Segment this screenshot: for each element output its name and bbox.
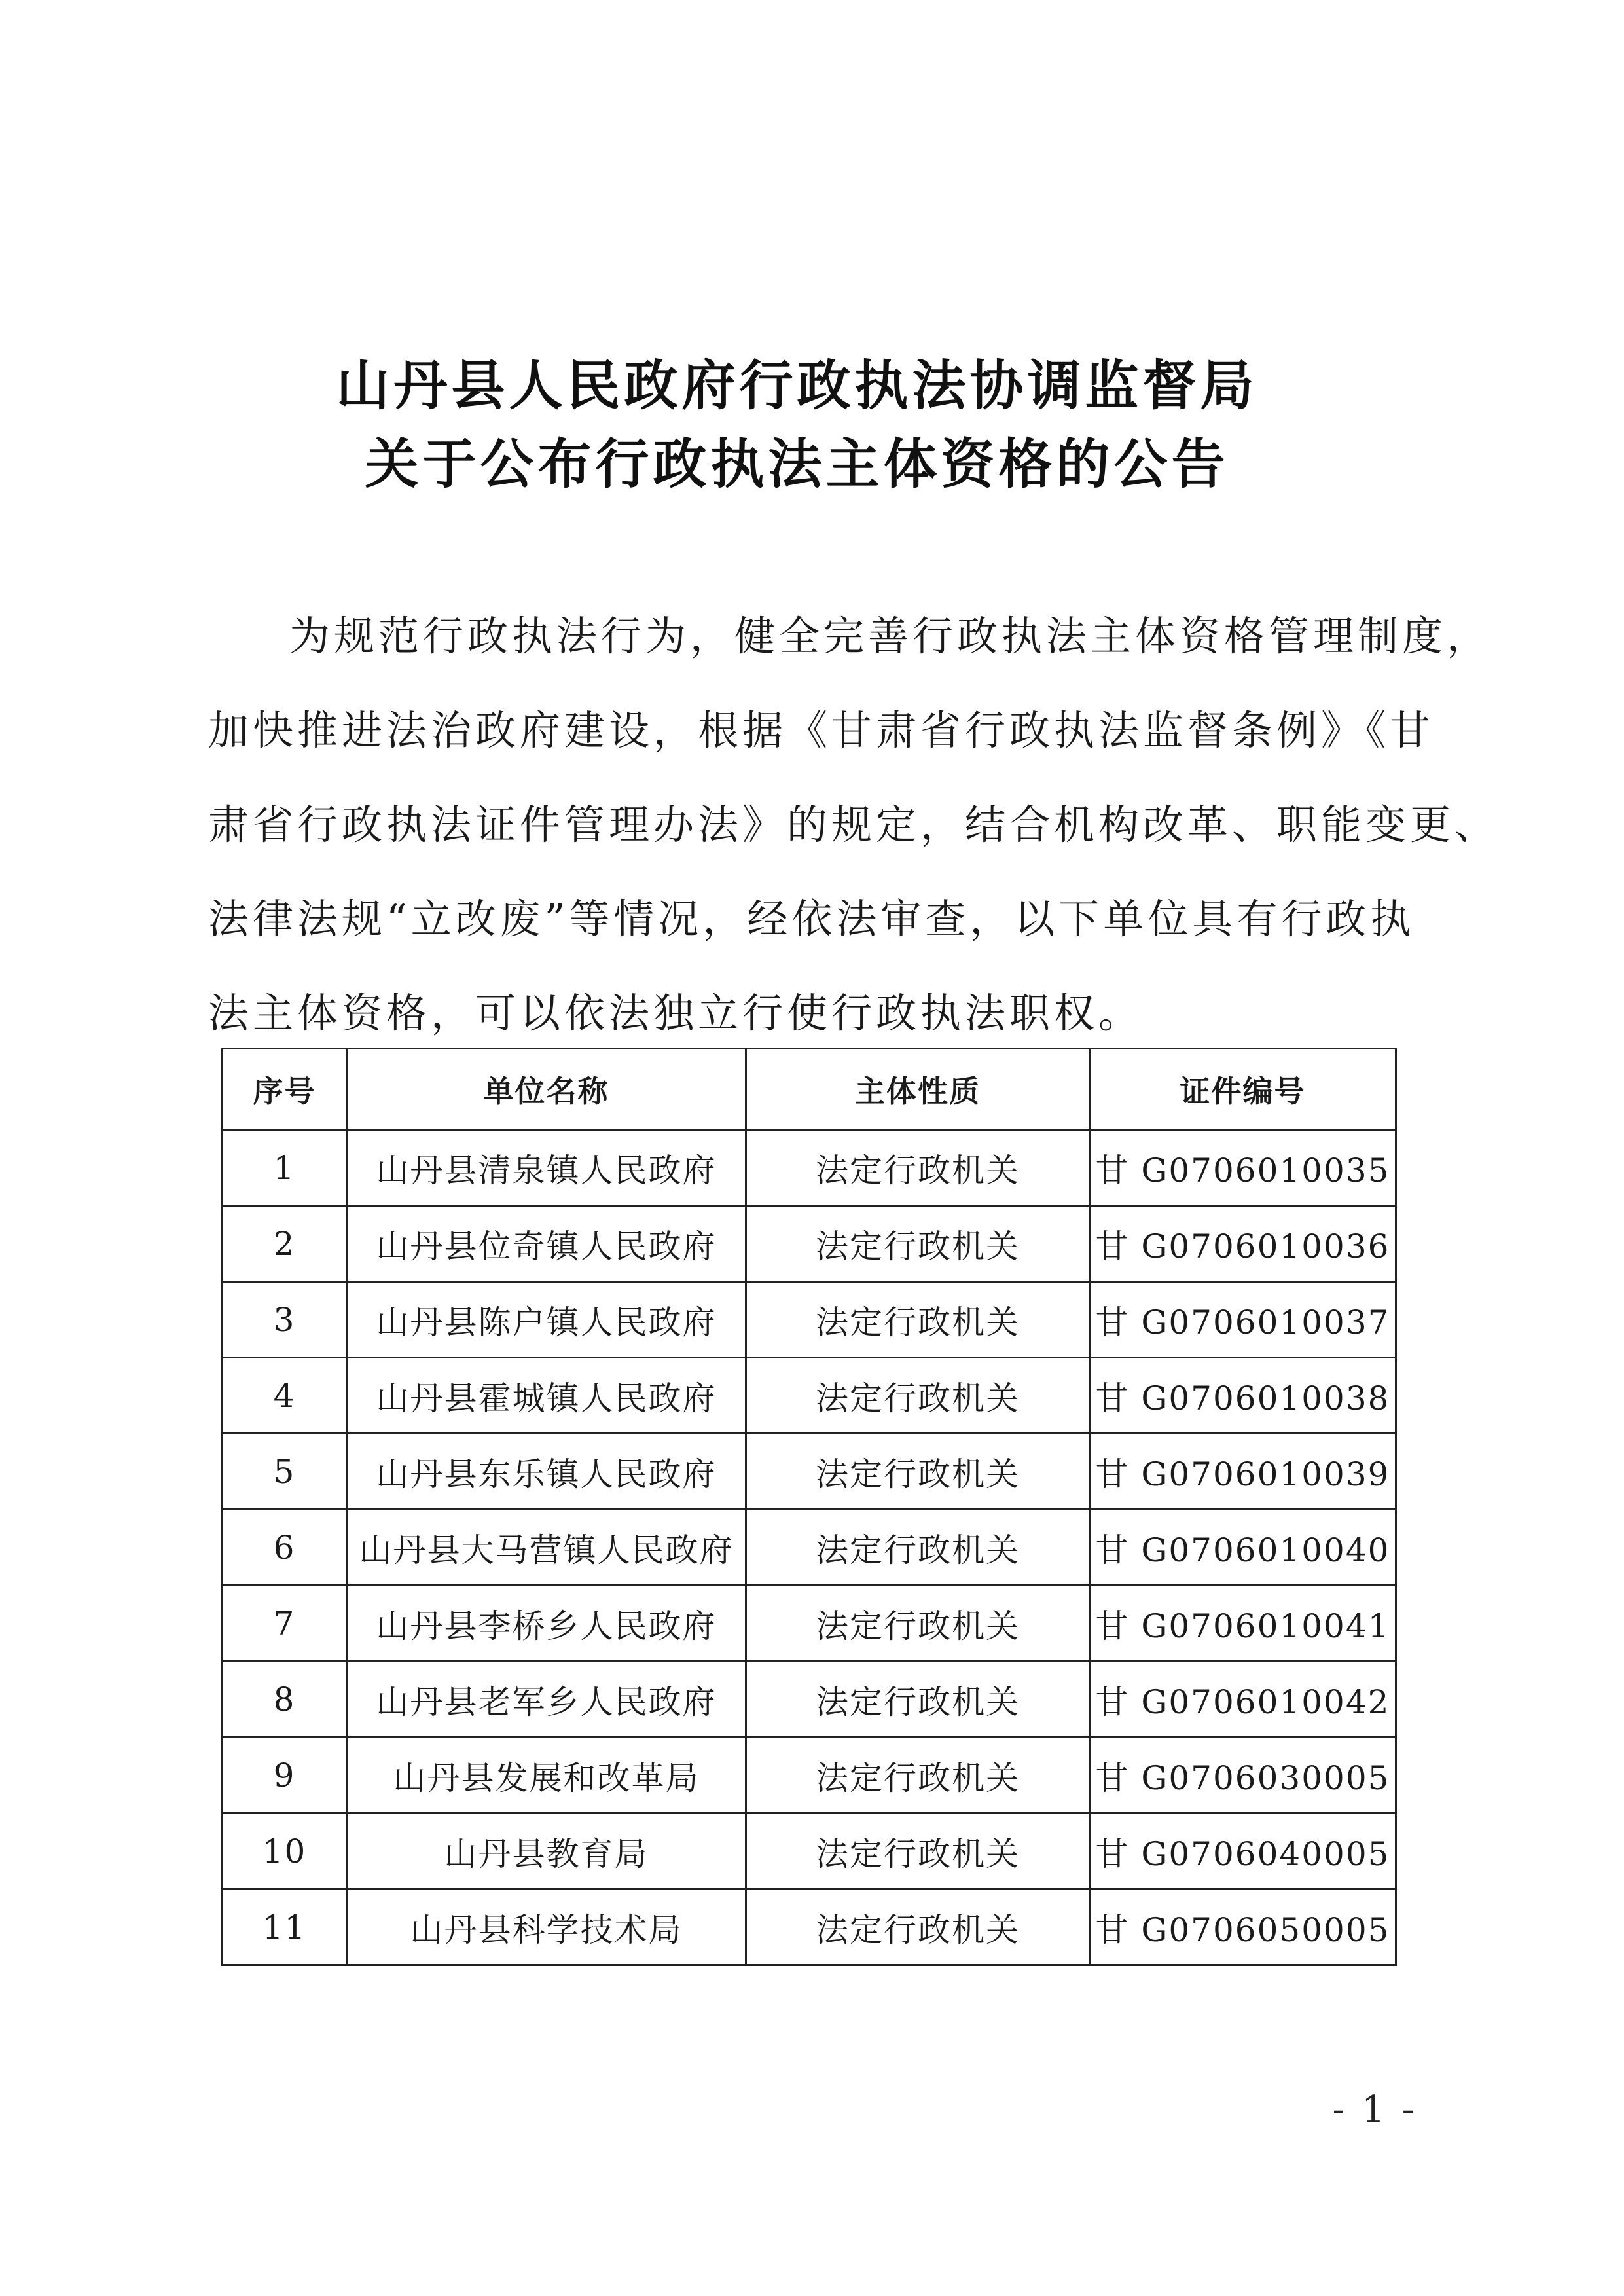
cell-entity-nature: 法定行政机关 (746, 1889, 1090, 1965)
header-certificate-number: 证件编号 (1090, 1049, 1396, 1130)
cell-entity-nature: 法定行政机关 (746, 1813, 1090, 1889)
cell-certificate-number: 甘 G0706010038 (1090, 1358, 1396, 1434)
cell-certificate-number: 甘 G0706010040 (1090, 1510, 1396, 1586)
paragraph-line: 为规范行政执法行为，健全完善行政执法主体资格管理制度， (289, 612, 1492, 660)
cell-serial: 3 (223, 1282, 347, 1358)
table-row (223, 1738, 1396, 1813)
enforcement-entity-table (221, 1048, 1397, 1966)
header-serial-number: 序号 (223, 1049, 347, 1130)
table-row (223, 1282, 1396, 1358)
cell-unit-name: 山丹县科学技术局 (347, 1889, 746, 1965)
cell-unit-name: 山丹县大马营镇人民政府 (347, 1510, 746, 1586)
cell-entity-nature: 法定行政机关 (746, 1282, 1090, 1358)
cell-certificate-number: 甘 G0706040005 (1090, 1813, 1396, 1889)
cell-serial: 5 (223, 1434, 347, 1510)
cell-unit-name: 山丹县东乐镇人民政府 (347, 1434, 746, 1510)
cell-certificate-number: 甘 G0706010036 (1090, 1206, 1396, 1282)
cell-serial: 8 (223, 1662, 347, 1738)
cell-serial: 10 (223, 1813, 347, 1889)
cell-entity-nature: 法定行政机关 (746, 1206, 1090, 1282)
cell-certificate-number: 甘 G0706010041 (1090, 1586, 1396, 1662)
cell-certificate-number: 甘 G0706010037 (1090, 1282, 1396, 1358)
table-row (223, 1510, 1396, 1586)
table-row (223, 1206, 1396, 1282)
header-entity-nature: 主体性质 (746, 1049, 1090, 1130)
cell-unit-name: 山丹县陈户镇人民政府 (347, 1282, 746, 1358)
cell-certificate-number: 甘 G0706010042 (1090, 1662, 1396, 1738)
paragraph-line: 法律法规“立改废”等情况，经依法审查，以下单位具有行政执 (208, 895, 1415, 943)
cell-entity-nature: 法定行政机关 (746, 1358, 1090, 1434)
cell-entity-nature: 法定行政机关 (746, 1738, 1090, 1813)
table-row (223, 1586, 1396, 1662)
table-row (223, 1662, 1396, 1738)
document-title-line-1: 山丹县人民政府行政执法协调监督局 (336, 354, 1258, 417)
cell-serial: 4 (223, 1358, 347, 1434)
header-unit-name: 单位名称 (347, 1049, 746, 1130)
paragraph-line: 法主体资格，可以依法独立行使行政执法职权。 (208, 989, 1144, 1037)
cell-unit-name: 山丹县清泉镇人民政府 (347, 1130, 746, 1206)
page-number: - 1 - (1332, 2088, 1417, 2131)
cell-certificate-number: 甘 G0706050005 (1090, 1889, 1396, 1965)
document-title-line-2: 关于公布行政执法主体资格的公告 (365, 433, 1229, 496)
announcement-paragraph (208, 589, 1500, 1061)
table-row (223, 1358, 1396, 1434)
cell-unit-name: 山丹县发展和改革局 (347, 1738, 746, 1813)
cell-serial: 11 (223, 1889, 347, 1965)
cell-unit-name: 山丹县教育局 (347, 1813, 746, 1889)
cell-serial: 2 (223, 1206, 347, 1282)
table-row (223, 1889, 1396, 1965)
cell-entity-nature: 法定行政机关 (746, 1586, 1090, 1662)
cell-entity-nature: 法定行政机关 (746, 1510, 1090, 1586)
cell-unit-name: 山丹县位奇镇人民政府 (347, 1206, 746, 1282)
cell-certificate-number: 甘 G0706030005 (1090, 1738, 1396, 1813)
cell-serial: 6 (223, 1510, 347, 1586)
cell-serial: 7 (223, 1586, 347, 1662)
table-header-row (223, 1049, 1396, 1130)
table-row (223, 1813, 1396, 1889)
cell-entity-nature: 法定行政机关 (746, 1662, 1090, 1738)
cell-unit-name: 山丹县霍城镇人民政府 (347, 1358, 746, 1434)
cell-entity-nature: 法定行政机关 (746, 1434, 1090, 1510)
table-row (223, 1434, 1396, 1510)
table-row (223, 1130, 1396, 1206)
cell-unit-name: 山丹县李桥乡人民政府 (347, 1586, 746, 1662)
cell-unit-name: 山丹县老军乡人民政府 (347, 1662, 746, 1738)
paragraph-line: 肃省行政执法证件管理办法》的规定，结合机构改革、职能变更、 (208, 801, 1500, 848)
cell-serial: 1 (223, 1130, 347, 1206)
cell-certificate-number: 甘 G0706010035 (1090, 1130, 1396, 1206)
paragraph-line: 加快推进法治政府建设，根据《甘肃省行政执法监督条例》《甘 (208, 706, 1435, 754)
cell-entity-nature: 法定行政机关 (746, 1130, 1090, 1206)
cell-serial: 9 (223, 1738, 347, 1813)
cell-certificate-number: 甘 G0706010039 (1090, 1434, 1396, 1510)
